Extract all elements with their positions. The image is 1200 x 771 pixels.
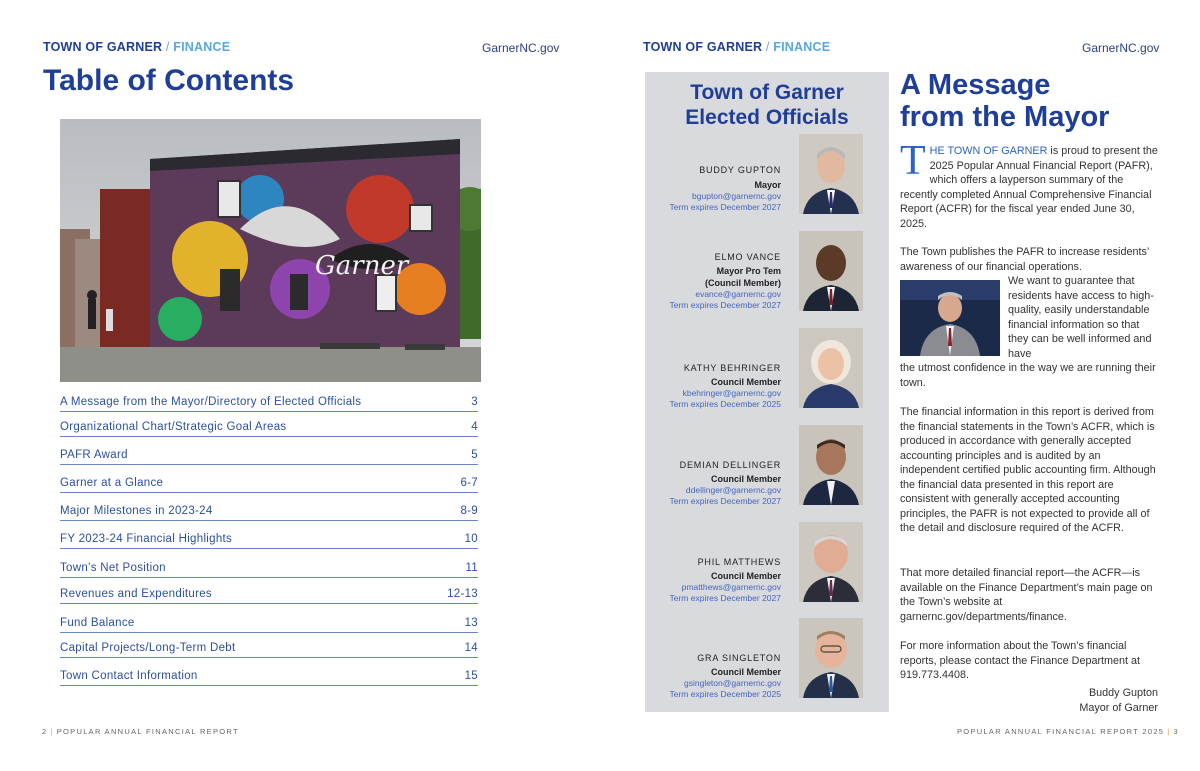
message-paragraph-5: For more information about the Town’s financial reports, please contact the Finance Department at 919.773.4408. xyxy=(900,640,1141,681)
message-title-line: A Message xyxy=(900,69,1051,101)
header-brand: TOWN OF GARNER xyxy=(43,40,163,54)
official-name: BUDDY GUPTON xyxy=(699,165,781,175)
official-term: Term expires December 2027 xyxy=(669,593,781,603)
official-email[interactable]: ddellinger@garnernc.gov xyxy=(685,485,781,495)
official-email[interactable]: gsingleton@garnernc.gov xyxy=(684,678,781,688)
official-term: Term expires December 2027 xyxy=(669,300,781,310)
toc-item-label: A Message from the Mayor/Directory of Elected Officials xyxy=(60,396,362,408)
toc-item-label: Fund Balance xyxy=(60,617,135,629)
official-portrait xyxy=(799,134,863,214)
toc-item-page: 13 xyxy=(464,617,478,629)
message-title-line: from the Mayor xyxy=(900,101,1110,133)
toc-item[interactable] xyxy=(60,447,478,465)
message-title xyxy=(900,69,1109,133)
footer-divider: | xyxy=(50,727,54,736)
mayor-speaking-photo xyxy=(900,280,1000,356)
left-header xyxy=(43,40,230,54)
toc-item[interactable] xyxy=(60,503,478,521)
footer-text: POPULAR ANNUAL FINANCIAL REPORT xyxy=(56,727,239,736)
official-portrait xyxy=(799,231,863,311)
official-email[interactable]: evance@garnernc.gov xyxy=(695,289,781,299)
officials-title-line: Town of Garner xyxy=(690,81,844,104)
mural-photo xyxy=(60,119,481,382)
toc-item-label: Major Milestones in 2023-24 xyxy=(60,505,213,517)
official-portrait xyxy=(799,618,863,698)
officials-panel xyxy=(645,72,889,712)
official-card xyxy=(645,618,889,700)
official-term: Term expires December 2025 xyxy=(669,399,781,409)
toc-item-page: 6-7 xyxy=(460,477,478,489)
header-slash: / xyxy=(765,40,770,54)
toc-item-label: Town Contact Information xyxy=(60,670,198,682)
official-role: Mayor Pro Tem xyxy=(716,266,781,276)
message-paragraph-4: That more detailed financial report—the ACFR—is available on the Finance Department’s main page on the Town’s website at garnernc.gov/departments/finance. xyxy=(900,567,1153,623)
toc-item-label: Organizational Chart/Strategic Goal Areas xyxy=(60,421,287,433)
toc-item-label: Capital Projects/Long-Term Debt xyxy=(60,642,236,654)
official-email[interactable]: pmatthews@garnernc.gov xyxy=(681,582,781,592)
official-portrait xyxy=(799,328,863,408)
toc-item[interactable] xyxy=(60,615,478,633)
official-role: Council Member xyxy=(710,667,781,677)
message-lead: HE TOWN OF GARNER xyxy=(929,145,1048,157)
official-role: Mayor xyxy=(754,180,781,190)
toc-item-label: FY 2023-24 Financial Highlights xyxy=(60,533,233,545)
right-header-url[interactable]: GarnerNC.gov xyxy=(1082,41,1160,55)
toc-item-page: 15 xyxy=(464,670,478,682)
official-card xyxy=(645,522,889,604)
header-slash: / xyxy=(165,40,170,54)
message-text: is proud to present the 2025 Popular Annual Financial Report (PAFR), which offers a layperson summary of the recently completed Annual Comprehensive Financial Report (ACFR) for the fiscal year ended June 30, 2025. xyxy=(900,145,1158,230)
message-paragraph-2b: We want to guarantee that residents have access to high-quality, easily understandable financial information so that they can be well informed and have xyxy=(1008,275,1154,360)
footer-page-number: 3 xyxy=(1173,727,1180,736)
official-info xyxy=(631,362,781,410)
footer-divider: | xyxy=(1167,727,1171,736)
official-term: Term expires December 2027 xyxy=(669,496,781,506)
toc-item-page: 10 xyxy=(464,533,478,545)
toc-item-label: PAFR Award xyxy=(60,449,128,461)
official-name: KATHY BEHRINGER xyxy=(683,363,781,373)
official-email[interactable]: bgupton@garnernc.gov xyxy=(692,191,781,201)
header-dept: FINANCE xyxy=(773,40,831,54)
official-info xyxy=(631,164,781,213)
official-role: Council Member xyxy=(710,474,781,484)
official-name: PHIL MATTHEWS xyxy=(697,557,781,567)
official-info xyxy=(631,652,781,700)
mural-lettering: Garner xyxy=(315,251,409,281)
right-header xyxy=(643,40,830,54)
toc-item-page: 11 xyxy=(465,562,478,574)
official-term: Term expires December 2027 xyxy=(669,202,781,212)
left-header-url[interactable]: GarnerNC.gov xyxy=(482,41,560,55)
message-paragraph-2c: the utmost confidence in the way we are running their town. xyxy=(900,362,1156,389)
header-brand: TOWN OF GARNER xyxy=(643,40,763,54)
toc-item[interactable] xyxy=(60,586,478,604)
toc-item-label: Garner at a Glance xyxy=(60,477,164,489)
signature-name: Buddy Gupton xyxy=(1088,687,1158,699)
official-info xyxy=(631,556,781,604)
toc-item[interactable] xyxy=(60,475,478,493)
official-card xyxy=(645,425,889,507)
message-paragraph-1 xyxy=(900,138,1158,231)
official-role: Council Member xyxy=(710,377,781,387)
right-footer xyxy=(957,727,1179,736)
toc-item-page: 5 xyxy=(471,449,478,461)
official-info xyxy=(631,459,781,507)
official-card xyxy=(645,134,889,216)
toc-item-page: 3 xyxy=(471,396,478,408)
official-portrait xyxy=(799,425,863,505)
toc-item[interactable] xyxy=(60,419,478,437)
toc-item-page: 8-9 xyxy=(460,505,478,517)
toc-item[interactable] xyxy=(60,394,478,412)
toc-item-label: Town’s Net Position xyxy=(60,562,166,574)
left-footer xyxy=(42,727,239,736)
official-card xyxy=(645,328,889,410)
message-paragraph-3: The financial information in this report is derived from the financial statements in the Town’s ACFR, which is produced in accordance with generally accepted accounting principles and is audited by an independent certified public accounting firm. Although the financial data presented in this report are consistent with generally accepted accounting principles, the PAFR is not expected to provide all of the detail and disclosure required of the ACFR. xyxy=(900,406,1156,534)
signature-title: Mayor of Garner xyxy=(1079,702,1158,714)
official-term: Term expires December 2025 xyxy=(669,689,781,699)
officials-title-line: Elected Officials xyxy=(685,106,849,129)
toc-item[interactable] xyxy=(60,531,478,549)
message-paragraph-2a: The Town publishes the PAFR to increase residents’ awareness of our financial operations. xyxy=(900,246,1149,273)
official-role: (Council Member) xyxy=(704,278,781,288)
footer-text: POPULAR ANNUAL FINANCIAL REPORT 2025 xyxy=(957,727,1165,736)
official-portrait xyxy=(799,522,863,602)
dropcap: T xyxy=(900,138,926,184)
toc-item[interactable] xyxy=(60,668,478,686)
official-name: ELMO VANCE xyxy=(714,252,781,262)
official-info xyxy=(631,251,781,311)
toc-item-page: 4 xyxy=(471,421,478,433)
footer-page-number: 2 xyxy=(42,727,48,736)
header-dept: FINANCE xyxy=(173,40,231,54)
toc-item-page: 12-13 xyxy=(447,588,478,600)
official-role: Council Member xyxy=(710,571,781,581)
officials-title xyxy=(645,80,889,130)
toc-item-label: Revenues and Expenditures xyxy=(60,588,212,600)
official-email[interactable]: kbehringer@garnernc.gov xyxy=(682,388,781,398)
toc-title: Table of Contents xyxy=(43,64,295,97)
toc-item[interactable] xyxy=(60,560,478,578)
official-card xyxy=(645,231,889,313)
official-name: DEMIAN DELLINGER xyxy=(679,460,781,470)
toc-item-page: 14 xyxy=(464,642,478,654)
toc-item[interactable] xyxy=(60,640,478,658)
official-name: GRA SINGLETON xyxy=(697,653,781,663)
